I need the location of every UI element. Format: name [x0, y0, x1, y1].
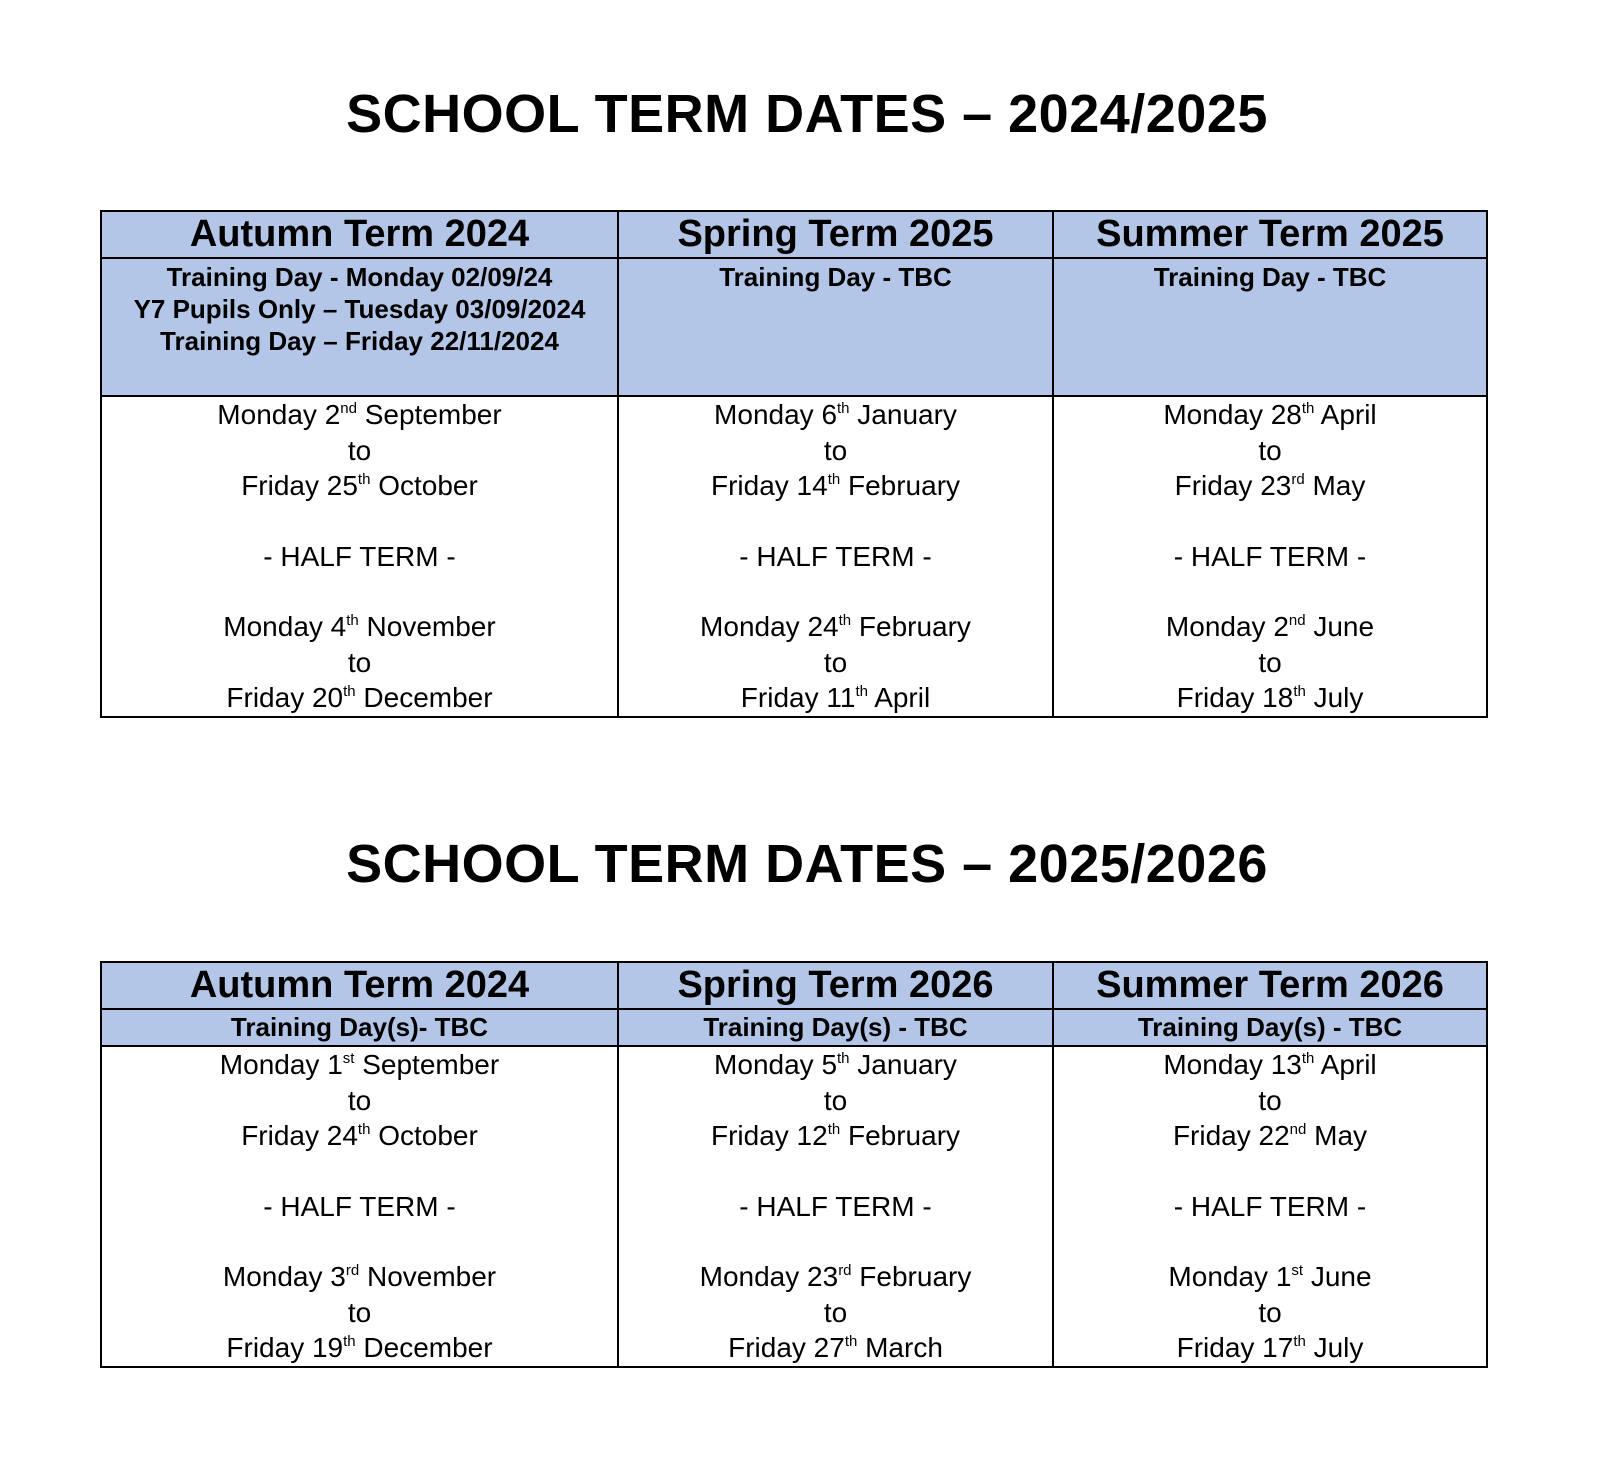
first-half-start: Monday 2nd September [217, 399, 502, 430]
half-term-label: - HALF TERM - [263, 1190, 456, 1222]
second-half-end: Friday 11th April [740, 682, 931, 713]
second-half-end: Friday 18th July [1176, 682, 1364, 713]
to-label: to [1258, 1296, 1282, 1328]
second-half-start: Monday 4th November [223, 611, 496, 642]
training-day-line: Y7 Pupils Only – Tuesday 03/09/2024 [133, 294, 586, 324]
to-label: to [1258, 1084, 1282, 1116]
first-half-end: Friday 14th February [710, 470, 961, 501]
second-half-start: Monday 3rd November [222, 1261, 497, 1292]
to-label: to [1258, 434, 1282, 466]
training-days-spring: Training Day(s) - TBC [618, 1009, 1053, 1046]
training-day-row [101, 1009, 1487, 1046]
half-term-label: - HALF TERM - [739, 540, 932, 572]
training-day-line: Training Day – Friday 22/11/2024 [160, 326, 559, 356]
term-heading-spring: Spring Term 2026 [618, 962, 1053, 1009]
training-day-line: Training Day - Monday 02/09/24 [166, 262, 553, 292]
training-day-row [101, 258, 1487, 396]
page-title-2024-2025: SCHOOL TERM DATES – 2024/2025 [346, 84, 1268, 144]
dates-summer [1053, 396, 1487, 717]
second-half-end: Friday 20th December [226, 682, 493, 713]
half-term-label: - HALF TERM - [263, 540, 456, 572]
term-heading-spring: Spring Term 2025 [618, 211, 1053, 258]
to-label: to [823, 1084, 848, 1116]
to-label: to [347, 1296, 372, 1328]
first-half-start: Monday 13th April [1163, 1049, 1377, 1080]
second-half-end: Friday 19th December [226, 1332, 493, 1363]
first-half-start: Monday 5th January [714, 1049, 957, 1080]
second-half-start: Monday 24th February [700, 611, 971, 642]
term-dates-table-2024-2025 [100, 210, 1488, 718]
to-label: to [1258, 646, 1282, 678]
first-half-end: Friday 24th October [241, 1120, 478, 1151]
half-term-label: - HALF TERM - [1173, 1190, 1367, 1222]
first-half-start: Monday 28th April [1163, 399, 1377, 430]
training-days-summer [1053, 258, 1487, 396]
term-heading-autumn: Autumn Term 2024 [101, 211, 618, 258]
dates-autumn [101, 396, 618, 717]
half-term-label: - HALF TERM - [739, 1190, 932, 1222]
to-label: to [823, 1296, 848, 1328]
term-heading-row [101, 211, 1487, 258]
second-half-start: Monday 2nd June [1165, 611, 1375, 642]
term-dates-row [101, 1046, 1487, 1367]
first-half-end: Friday 12th February [710, 1120, 961, 1151]
first-half-end: Friday 25th October [241, 470, 478, 501]
training-days-spring [618, 258, 1053, 396]
training-day-line: Training Day - TBC [1153, 262, 1387, 292]
second-half-end: Friday 27th March [728, 1332, 943, 1363]
dates-spring [618, 1046, 1053, 1367]
term-heading-autumn: Autumn Term 2024 [101, 962, 618, 1009]
first-half-start: Monday 6th January [714, 399, 957, 430]
training-day-line: Training Day - TBC [719, 262, 952, 292]
dates-summer [1053, 1046, 1487, 1367]
to-label: to [347, 646, 372, 678]
term-heading-summer: Summer Term 2025 [1053, 211, 1487, 258]
term-heading-summer: Summer Term 2026 [1053, 962, 1487, 1009]
half-term-label: - HALF TERM - [1173, 540, 1367, 572]
first-half-end: Friday 23rd May [1174, 470, 1366, 501]
first-half-end: Friday 22nd May [1172, 1120, 1368, 1151]
term-dates-table-2025-2026 [100, 961, 1488, 1368]
page-title-2025-2026: SCHOOL TERM DATES – 2025/2026 [346, 834, 1268, 894]
second-half-end: Friday 17th July [1176, 1332, 1364, 1363]
dates-spring [618, 396, 1053, 717]
to-label: to [823, 434, 848, 466]
term-heading-row [101, 962, 1487, 1009]
second-half-start: Monday 1st June [1168, 1261, 1372, 1292]
to-label: to [347, 1084, 372, 1116]
training-days-summer: Training Day(s) - TBC [1053, 1009, 1487, 1046]
term-dates-row [101, 396, 1487, 717]
first-half-start: Monday 1st September [219, 1049, 500, 1080]
second-half-start: Monday 23rd February [699, 1261, 972, 1292]
training-days-autumn [101, 258, 618, 396]
dates-autumn [101, 1046, 618, 1367]
training-days-autumn: Training Day(s)- TBC [101, 1009, 618, 1046]
to-label: to [347, 434, 372, 466]
to-label: to [823, 646, 848, 678]
